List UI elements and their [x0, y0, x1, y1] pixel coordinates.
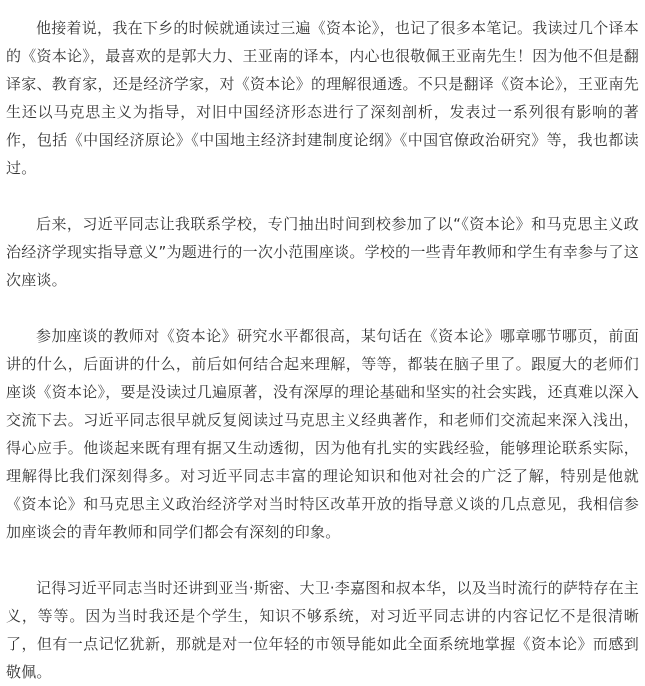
paragraph-recollection: 记得习近平同志当时还讲到亚当·斯密、大卫·李嘉图和叔本华，以及当时流行的萨特存在主义，等等。因为当时我还是个学生，知识不够系统，对习近平同志讲的内容记忆不是很清晰了，但有一点记忆犹新，那就是对一位年轻的市领导能如此全面系统地掌握《资本论》而感到敬佩。 — [6, 579, 639, 681]
paragraph-symposium-discussion: 参加座谈的教师对《资本论》研究水平都很高，某句话在《资本论》哪章哪节哪页，前面讲的什么，后面讲的什么，前后如何结合起来理解，等等，都装在脑子里了。跟厦大的老师们座谈《资本论》，要是没读过几遍原著，没有深厚的理论基础和坚实的社会实践，还真难以深入交流下去。习近平同志很早就反复阅读过马克思主义经典著作，和老师们交流起来深入浅出，得心应手。他谈起来既有理有据又生动透彻，因为他有扎实的实践经验，能够理论联系实际，理解得比我们深刻得多。对习近平同志丰富的理论知识和他对社会的广泛了解，特别是他就《资本论》和马克思主义政治经济学对当时特区改革开放的指导意义谈的几点意见，我相信参加座谈会的青年教师和同学们都会有深刻的印象。 — [6, 327, 639, 541]
paragraph-symposium-arranged: 后来，习近平同志让我联系学校，专门抽出时间到校参加了以“《资本论》和马克思主义政治经济学现实指导意义”为题进行的一次小范围座谈。学校的一些青年教师和学生有幸参与了这次座谈。 — [6, 215, 639, 289]
paragraph-reading-capital: 他接着说，我在下乡的时候就通读过三遍《资本论》，也记了很多本笔记。我读过几个译本的《资本论》，最喜欢的是郭大力、王亚南的译本，内心也很敬佩王亚南先生！因为他不但是翻译家、教育家，还是经济学家，对《资本论》的理解很通透。不只是翻译《资本论》，王亚南先生还以马克思主义为指导，对旧中国经济形态进行了深刻剖析，发表过一系列很有影响的著作，包括《中国经济原论》《中国地主经济封建制度论纲》《中国官僚政治研究》等，我也都读过。 — [6, 19, 639, 177]
